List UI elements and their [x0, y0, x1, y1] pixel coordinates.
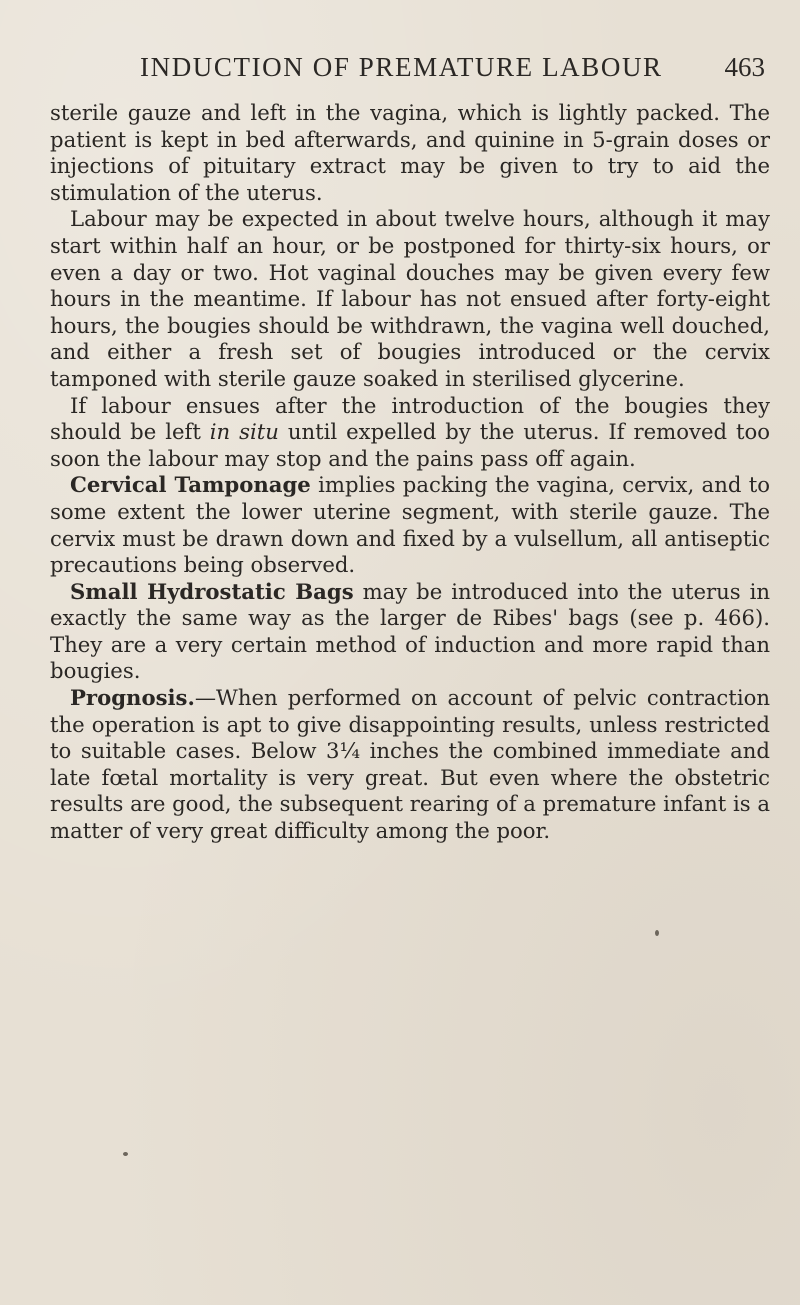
latin-emphasis: in situ [209, 419, 279, 445]
paper-speck [655, 930, 659, 936]
paragraph-hydrostatic-bags [50, 579, 770, 685]
paper-speck [123, 1152, 128, 1156]
running-header [0, 52, 800, 92]
paragraph-text: sterile gauze and left in the vagina, which is lightly packed. The patient is kept in bed afterwards, and quinine in 5-grain doses or injections of pituitary extract may be given to try to aid the stimulation of the uterus. [50, 100, 770, 205]
page-number: 463 [724, 52, 765, 82]
paragraph-continuation [50, 100, 770, 206]
paragraph-text: Labour may be expected in about twelve hours, although it may start within half an hour, or be postponed for thirty-six hours, or even a day or two. Hot vaginal douches may be given every few hours in the meantime. If labour has not ensued after forty-eight hours, the bougies should be withdrawn, the vagina well douched, and either a fresh set of bougies introduced or the cervix tamponed with sterile gauze soaked in sterilised glycerine. [50, 206, 770, 391]
paragraph-text: implies packing the vagina, cervix, and to some extent the lower uterine segment, with sterile gauze. The cervix must be drawn down and fixed by a vulsellum, all antiseptic precautions being observed. [50, 472, 770, 578]
body-text [50, 100, 770, 845]
section-heading: Prognosis. [70, 685, 195, 711]
paragraph-prognosis [50, 685, 770, 845]
section-heading: Cervical Tamponage [70, 472, 311, 498]
paragraph-labour-timing [50, 206, 770, 392]
paragraph-text-before: If labour ensues after the introduction of the bougies they should be left [50, 392, 770, 445]
running-title: INDUCTION OF PREMATURE LABOUR [140, 52, 663, 82]
paragraph-bougies-in-situ [50, 393, 770, 473]
paragraph-text: may be introduced into the uterus in exactly the same way as the larger de Ribes' bags (see p. 466). They are a very certain method of induction and more rapid than bougies. [50, 578, 771, 684]
section-heading: Small Hydrostatic Bags [70, 578, 354, 604]
paragraph-text-after: until expelled by the uterus. If removed too soon the labour may stop and the pains pass off again. [50, 419, 770, 471]
paragraph-text: —When performed on account of pelvic contraction the operation is apt to give disappointing results, unless restricted to suitable cases. Below 3¼ inches the combined immediate and late fœtal mortality is very great. But even where the obstetric results are good, the subsequent rearing of a premature infant is a matter of very great difficulty among the poor. [50, 685, 770, 844]
paragraph-cervical-tamponage [50, 472, 770, 578]
